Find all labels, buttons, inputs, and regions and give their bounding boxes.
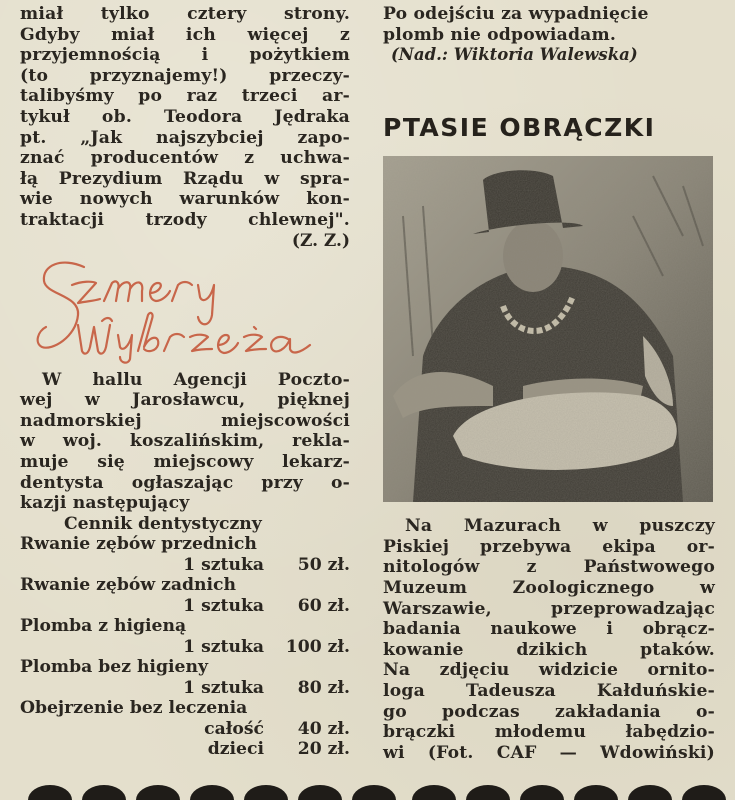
text-line: loga Tadeusza Kałduńskie- (383, 680, 715, 701)
text-line: talibyśmy po raz trzeci ar- (20, 86, 350, 107)
text-line: nitologów z Państwowego (383, 557, 715, 578)
price-amount: 20 zł. (297, 739, 350, 760)
price-amount: 40 zł. (297, 718, 350, 739)
price-item-name: Rwanie zębów przednich (20, 534, 257, 555)
text-line: Muzeum Zoologicznego w (383, 577, 715, 598)
text-line: Gdyby miał ich więcej z (20, 24, 350, 45)
text-line: kazji następujący (20, 493, 190, 514)
price-amount: 50 zł. (297, 554, 350, 575)
right-column (383, 4, 715, 763)
left-column (20, 4, 350, 760)
price-item-name: Plomba z higieną (20, 616, 187, 637)
text-line: w woj. koszalińskim, rekla- (20, 431, 350, 452)
text-line: wej w Jarosławcu, pięknej (20, 390, 350, 411)
handwritten-title-graphic (32, 255, 352, 365)
text-line: Warszawie, przeprowadzając (383, 598, 715, 619)
price-row (20, 555, 350, 576)
text-line: miał tylko cztery strony. (20, 4, 350, 24)
text-line: znać producentów z uchwa- (20, 148, 350, 169)
text-line: W hallu Agencji Poczto- (42, 369, 350, 390)
article-photo (383, 156, 713, 502)
text-line: dentysta ogłaszając przy o- (20, 472, 350, 493)
continuation-paragraph (383, 4, 715, 45)
price-unit: 1 sztuka (183, 554, 264, 575)
price-item-name: Rwanie zębów zadnich (20, 575, 237, 596)
text-line: (to przyznajemy!) przeczy- (20, 65, 350, 86)
price-unit: 1 sztuka (183, 595, 264, 616)
price-row (20, 739, 350, 760)
author-signature: (Z. Z.) (291, 230, 350, 251)
intro-paragraph (20, 4, 350, 231)
price-item-name: Obejrzenie bez leczenia (20, 698, 248, 719)
text-line: pt. „Jak najszybciej zapo- (20, 127, 350, 148)
price-row (20, 596, 350, 617)
text-line: łą Prezydium Rządu w spra- (20, 168, 350, 189)
sender-credit: (Nad.: Wiktoria Walewska) (391, 45, 638, 65)
text-line: go podczas zakładania o- (383, 701, 715, 722)
section-heading-szmery-wybrzeza (20, 255, 350, 370)
price-row (20, 637, 350, 658)
text-line: Na zdjęciu widzicie ornito- (383, 660, 715, 681)
article-headline: PTASIE OBRĄCZKI (383, 113, 656, 143)
text-line: Na Mazurach w puszczy (405, 516, 715, 537)
price-amount: 80 zł. (297, 677, 350, 698)
text-line: wie nowych warunków kon- (20, 189, 350, 210)
price-row (20, 678, 350, 699)
text-line: tykuł ob. Teodora Jędraka (20, 106, 350, 127)
story-paragraph (20, 370, 350, 514)
text-line: traktacji trzody chlewnej". (20, 209, 350, 230)
photo-ornithologist-with-swan (383, 156, 713, 502)
price-unit: dzieci (207, 739, 264, 760)
text-line: plomb nie odpowiadam. (383, 24, 617, 45)
text-line: wi (Fot. CAF — Wdowiński) (383, 742, 715, 763)
price-list (20, 514, 350, 760)
price-list-title: Cennik dentystyczny (64, 513, 262, 534)
text-line: brączki młodemu łabędzio- (383, 722, 715, 743)
text-line: kowanie dzikich ptaków. (383, 639, 715, 660)
text-line: badania naukowe i obrącz- (383, 619, 715, 640)
decorative-dot-border (0, 785, 735, 800)
text-line: Piskiej przebywa ekipa or- (383, 536, 715, 557)
article-paragraph (383, 516, 715, 763)
price-unit: 1 sztuka (183, 636, 264, 657)
price-amount: 100 zł. (285, 636, 350, 657)
price-row (20, 719, 350, 740)
text-line: Po odejściu za wypadnięcie (383, 4, 649, 24)
price-amount: 60 zł. (297, 595, 350, 616)
price-item-name: Plomba bez higieny (20, 657, 208, 678)
price-unit: całość (204, 718, 264, 739)
text-line: nadmorskiej miejscowości (20, 410, 350, 431)
price-unit: 1 sztuka (183, 677, 264, 698)
text-line: muje się miejscowy lekarz- (20, 451, 350, 472)
text-line: przyjemnością i pożytkiem (20, 45, 350, 66)
